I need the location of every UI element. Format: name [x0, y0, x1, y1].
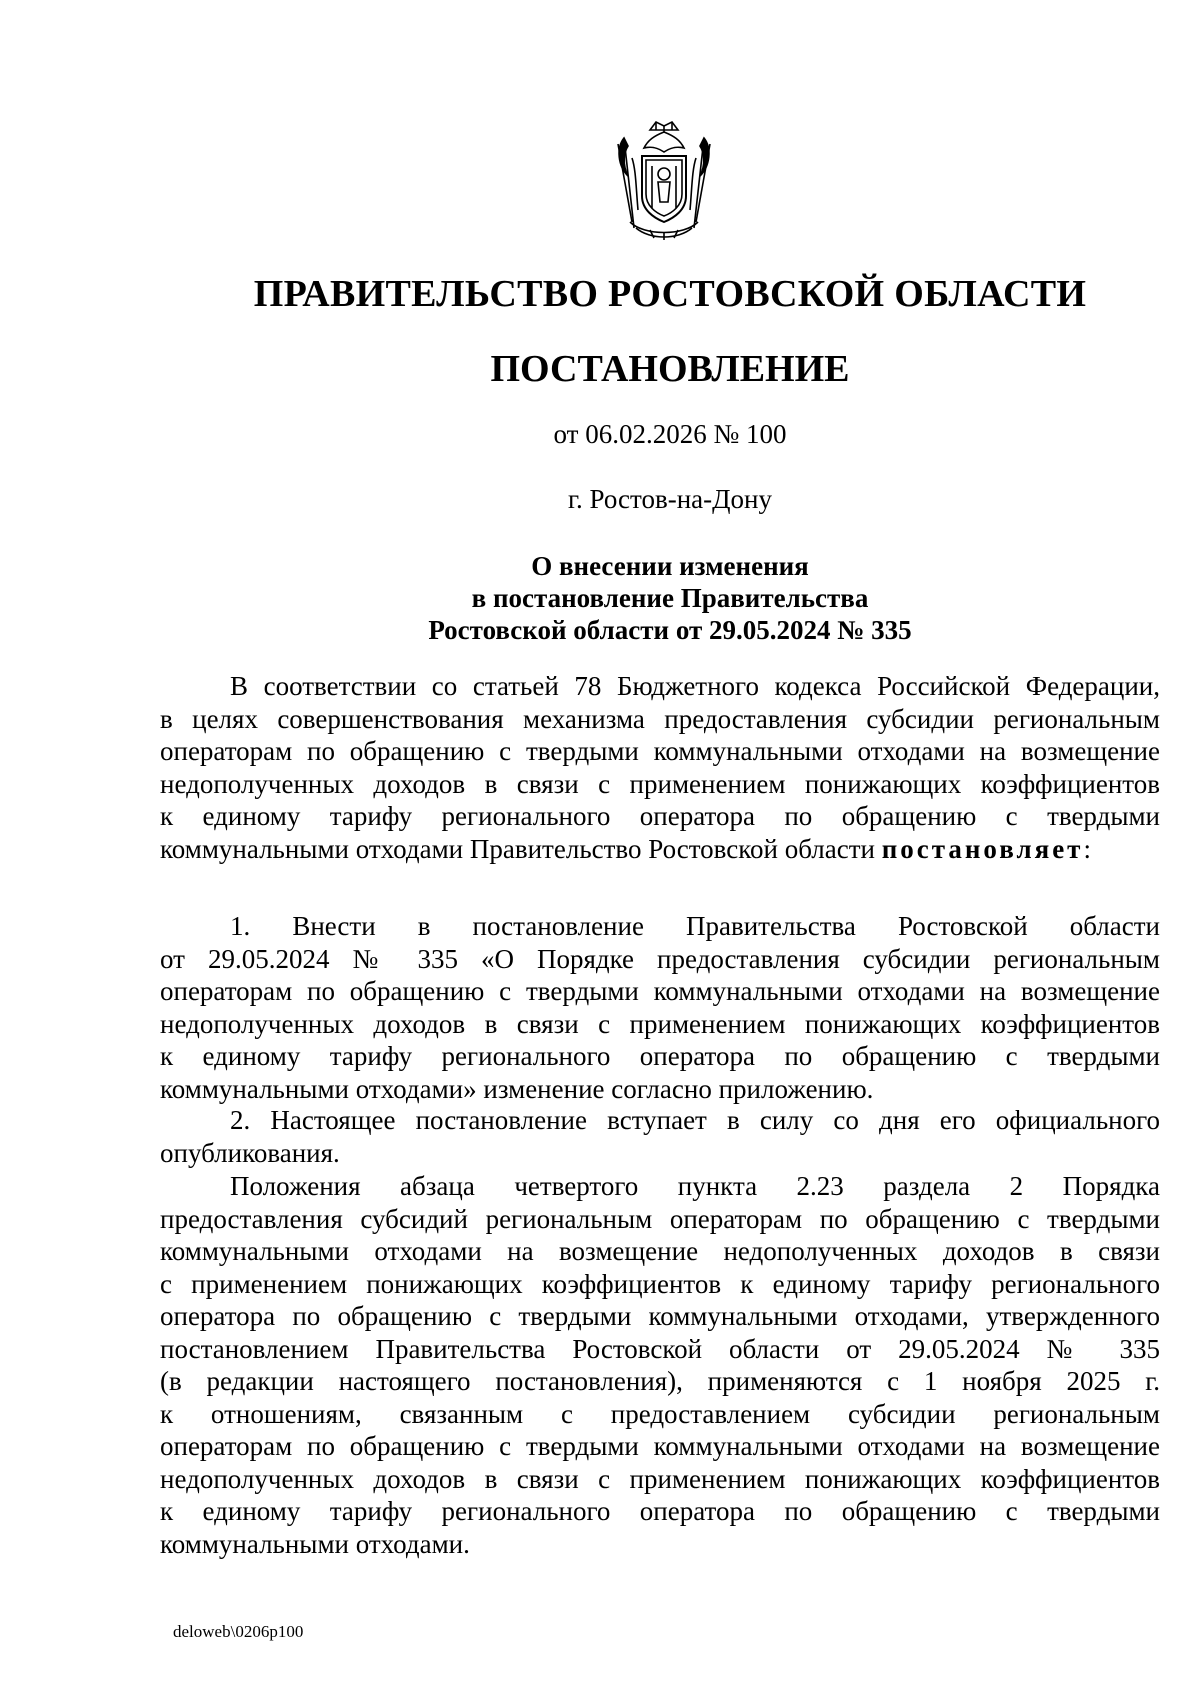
text-line: от 29.05.2024 № 335 «О Порядке предоставления субсидии региональным: [160, 943, 1160, 974]
document-subject: [0, 550, 1200, 646]
text-line: к единому тарифу регионального оператора по обращению с твердыми: [160, 801, 1160, 831]
decree-word: постановляет: [881, 833, 1084, 864]
text-line: операторам по обращению с твердыми коммунальными отходами на возмещение: [160, 1431, 1160, 1461]
coat-of-arms-icon: [610, 118, 718, 244]
text-line: с применением понижающих коэффициентов к единому тарифу регионального: [160, 1268, 1160, 1299]
text-line: к единому тарифу регионального оператора по обращению с твердыми: [160, 1041, 1160, 1071]
text-line: (в редакции настоящего постановления), применяются с 1 ноября 2025 г.: [160, 1366, 1160, 1396]
decree-colon: :: [1083, 833, 1091, 864]
text-line: в целях совершенствования механизма предоставления субсидии региональным: [160, 703, 1160, 734]
provisions-paragraph: [160, 1170, 1160, 1560]
text-line: операторам по обращению с твердыми коммунальными отходами на возмещение: [160, 736, 1160, 766]
text-line: недополученных доходов в связи с применением понижающих коэффициентов: [160, 768, 1160, 799]
file-reference: deloweb\0206p100: [173, 1622, 304, 1641]
text-line: предоставления субсидий региональным операторам по обращению с твердыми: [160, 1203, 1160, 1234]
document-city: г. Ростов-на-Дону: [567, 484, 772, 514]
text-line: операторам по обращению с твердыми коммунальными отходами на возмещение: [160, 976, 1160, 1006]
text-line: коммунальными отходами Правительство Ростовской области: [160, 833, 875, 864]
text-line: коммунальными отходами на возмещение недополученных доходов в связи: [160, 1236, 1160, 1266]
subject-line: в постановление Правительства: [471, 583, 869, 613]
text-line: недополученных доходов в связи с применением понижающих коэффициентов: [160, 1008, 1160, 1039]
text-line-with-decree: [160, 833, 1160, 866]
government-title: ПРАВИТЕЛЬСТВО РОСТОВСКОЙ ОБЛАСТИ: [253, 273, 1087, 315]
text-line: 2. Настоящее постановление вступает в силу со дня его официального: [230, 1105, 1160, 1135]
clause-1-paragraph: [160, 910, 1160, 1105]
text-line: к отношениям, связанным с предоставлением субсидии региональным: [160, 1398, 1160, 1429]
text-line: коммунальными отходами» изменение согласно приложению.: [160, 1073, 874, 1104]
text-line: недополученных доходов в связи с применением понижающих коэффициентов: [160, 1463, 1160, 1494]
text-line: Положения абзаца четвертого пункта 2.23 раздела 2 Порядка: [230, 1171, 1160, 1201]
text-line: В соответствии со статьей 78 Бюджетного кодекса Российской Федерации,: [230, 671, 1160, 701]
subject-line: О внесении изменения: [531, 551, 809, 581]
preamble-paragraph: [160, 670, 1160, 865]
text-line: постановлением Правительства Ростовской области от 29.05.2024 № 335: [160, 1333, 1160, 1364]
text-line: к единому тарифу регионального оператора по обращению с твердыми: [160, 1496, 1160, 1526]
document-date-number: от 06.02.2026 № 100: [553, 419, 787, 449]
subject-line: Ростовской области от 29.05.2024 № 335: [428, 615, 912, 645]
clause-2-paragraph: [160, 1104, 1160, 1169]
document-type: ПОСТАНОВЛЕНИЕ: [490, 348, 850, 390]
text-line: опубликования.: [160, 1137, 340, 1168]
text-line: оператора по обращению с твердыми коммунальными отходами, утвержденного: [160, 1301, 1160, 1331]
text-line: коммунальными отходами.: [160, 1528, 470, 1559]
text-line: 1. Внести в постановление Правительства Ростовской области: [230, 911, 1160, 941]
